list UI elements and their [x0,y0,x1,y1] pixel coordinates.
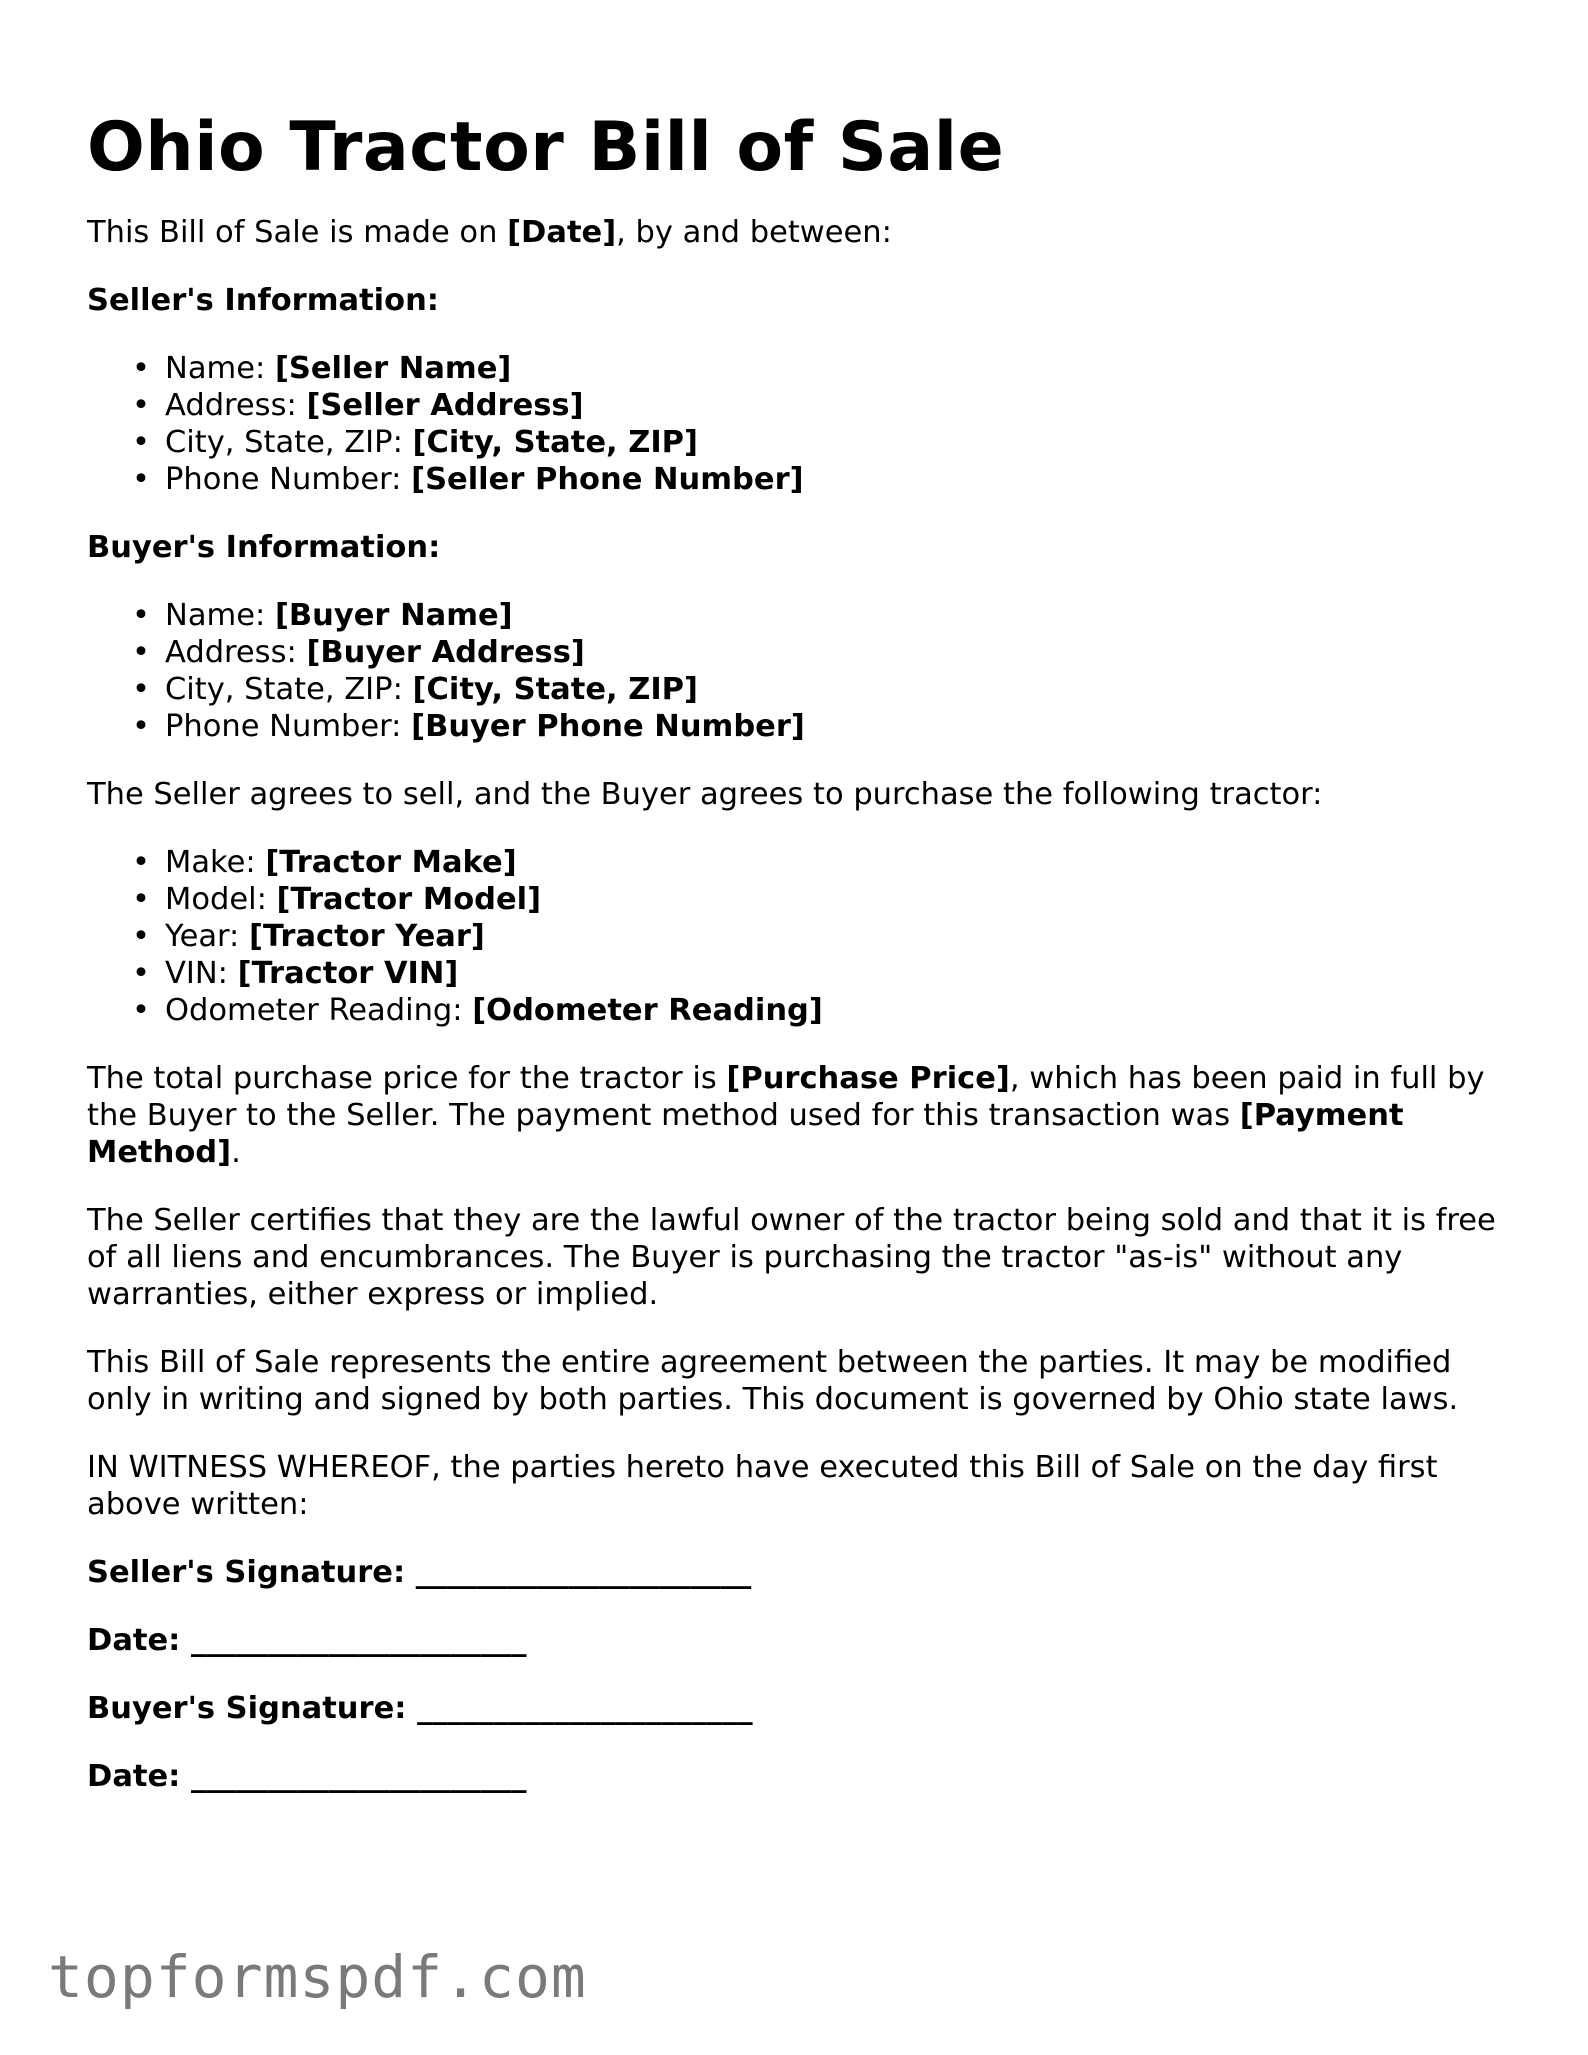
tractor-year-label: Year: [165,919,250,954]
seller-name-label: Name: [165,351,275,386]
bullet-icon: • [132,598,150,633]
intro-prefix: This Bill of Sale is made on [87,215,508,250]
buyer-phone-label: Phone Number: [165,709,412,744]
bullet-icon: • [132,351,150,386]
seller-city-value: [City, State, ZIP] [412,425,698,460]
seller-phone-value: [Seller Phone Number] [411,462,804,497]
bullet-icon: • [132,672,150,707]
intro-suffix: , by and between: [616,215,892,250]
intro-paragraph [87,214,1501,251]
price-text-1: The total purchase price for the tractor is [87,1061,727,1096]
list-item [132,844,1501,881]
tractor-make-value: [Tractor Make] [265,845,517,880]
list-item [132,918,1501,955]
list-item [132,387,1501,424]
price-text-3: . [231,1135,241,1170]
bullet-icon: • [132,882,150,917]
bullet-icon: • [132,462,150,497]
buyer-address-label: Address: [165,635,307,670]
document-title: Ohio Tractor Bill of Sale [87,108,1005,187]
bullet-icon: • [132,425,150,460]
tractor-model-label: Model: [165,882,277,917]
seller-address-value: [Seller Address] [306,388,584,423]
list-item [132,671,1501,708]
list-item [132,634,1501,671]
seller-address-label: Address: [165,388,307,423]
list-item [132,461,1501,498]
seller-info-list [87,350,1501,498]
certification-paragraph: The Seller certifies that they are the lawful owner of the tractor being sold and that it is free of all liens and encumbrances. The Buyer is purchasing the tractor "as-is" without any warranties, either express or implied. [87,1203,1496,1312]
seller-city-label: City, State, ZIP: [165,425,413,460]
list-item [132,708,1501,745]
list-item [132,881,1501,918]
tractor-odometer-value: [Odometer Reading] [472,993,823,1028]
bullet-icon: • [132,635,150,670]
buyer-info-list [87,597,1501,745]
witness-paragraph: IN WITNESS WHEREOF, the parties hereto have executed this Bill of Sale on the day first above written: [87,1450,1438,1522]
list-item [132,350,1501,387]
bullet-icon: • [132,845,150,880]
seller-heading: Seller's Information: [87,283,439,318]
seller-phone-label: Phone Number: [165,462,412,497]
buyer-city-label: City, State, ZIP: [165,672,413,707]
bullet-icon: • [132,993,150,1028]
purchase-price-placeholder: [Purchase Price] [726,1061,1010,1096]
bullet-icon: • [132,709,150,744]
watermark: topformspdf.com [48,1943,587,2011]
document-page [87,108,1501,1826]
buyer-phone-value: [Buyer Phone Number] [411,709,805,744]
tractor-make-label: Make: [165,845,266,880]
tractor-model-value: [Tractor Model] [276,882,542,917]
date-placeholder: [Date] [507,215,617,250]
seller-name-value: [Seller Name] [274,351,512,386]
seller-date-line: Date: ______________________ [87,1623,527,1658]
tractor-odometer-label: Odometer Reading: [165,993,473,1028]
tractor-vin-value: [Tractor VIN] [237,956,459,991]
bullet-icon: • [132,919,150,954]
buyer-signature-line: Buyer's Signature: ______________________ [87,1691,753,1726]
list-item [132,424,1501,461]
buyer-date-line: Date: ______________________ [87,1759,527,1794]
buyer-name-label: Name: [165,598,275,633]
list-item [132,597,1501,634]
price-text-2: , which has been paid in full by the Buyer to the Seller. The payment method used for this transaction was [87,1061,1485,1133]
bullet-icon: • [132,388,150,423]
buyer-heading: Buyer's Information: [87,530,441,565]
buyer-city-value: [City, State, ZIP] [412,672,698,707]
payment-method-placeholder: [Payment Method] [87,1098,1404,1170]
buyer-address-value: [Buyer Address] [306,635,585,670]
seller-signature-line: Seller's Signature: ______________________ [87,1555,752,1590]
tractor-vin-label: VIN: [165,956,238,991]
bullet-icon: • [132,956,150,991]
buyer-name-value: [Buyer Name] [274,598,513,633]
price-paragraph [87,1060,1501,1171]
agreement-paragraph: The Seller agrees to sell, and the Buyer agrees to purchase the following tractor: [87,777,1323,812]
list-item [132,992,1501,1029]
tractor-year-value: [Tractor Year] [249,919,485,954]
tractor-info-list [87,844,1501,1029]
list-item [132,955,1501,992]
entire-agreement-paragraph: This Bill of Sale represents the entire agreement between the parties. It may be modified only in writing and signed by both parties. This document is governed by Ohio state laws. [87,1345,1459,1417]
